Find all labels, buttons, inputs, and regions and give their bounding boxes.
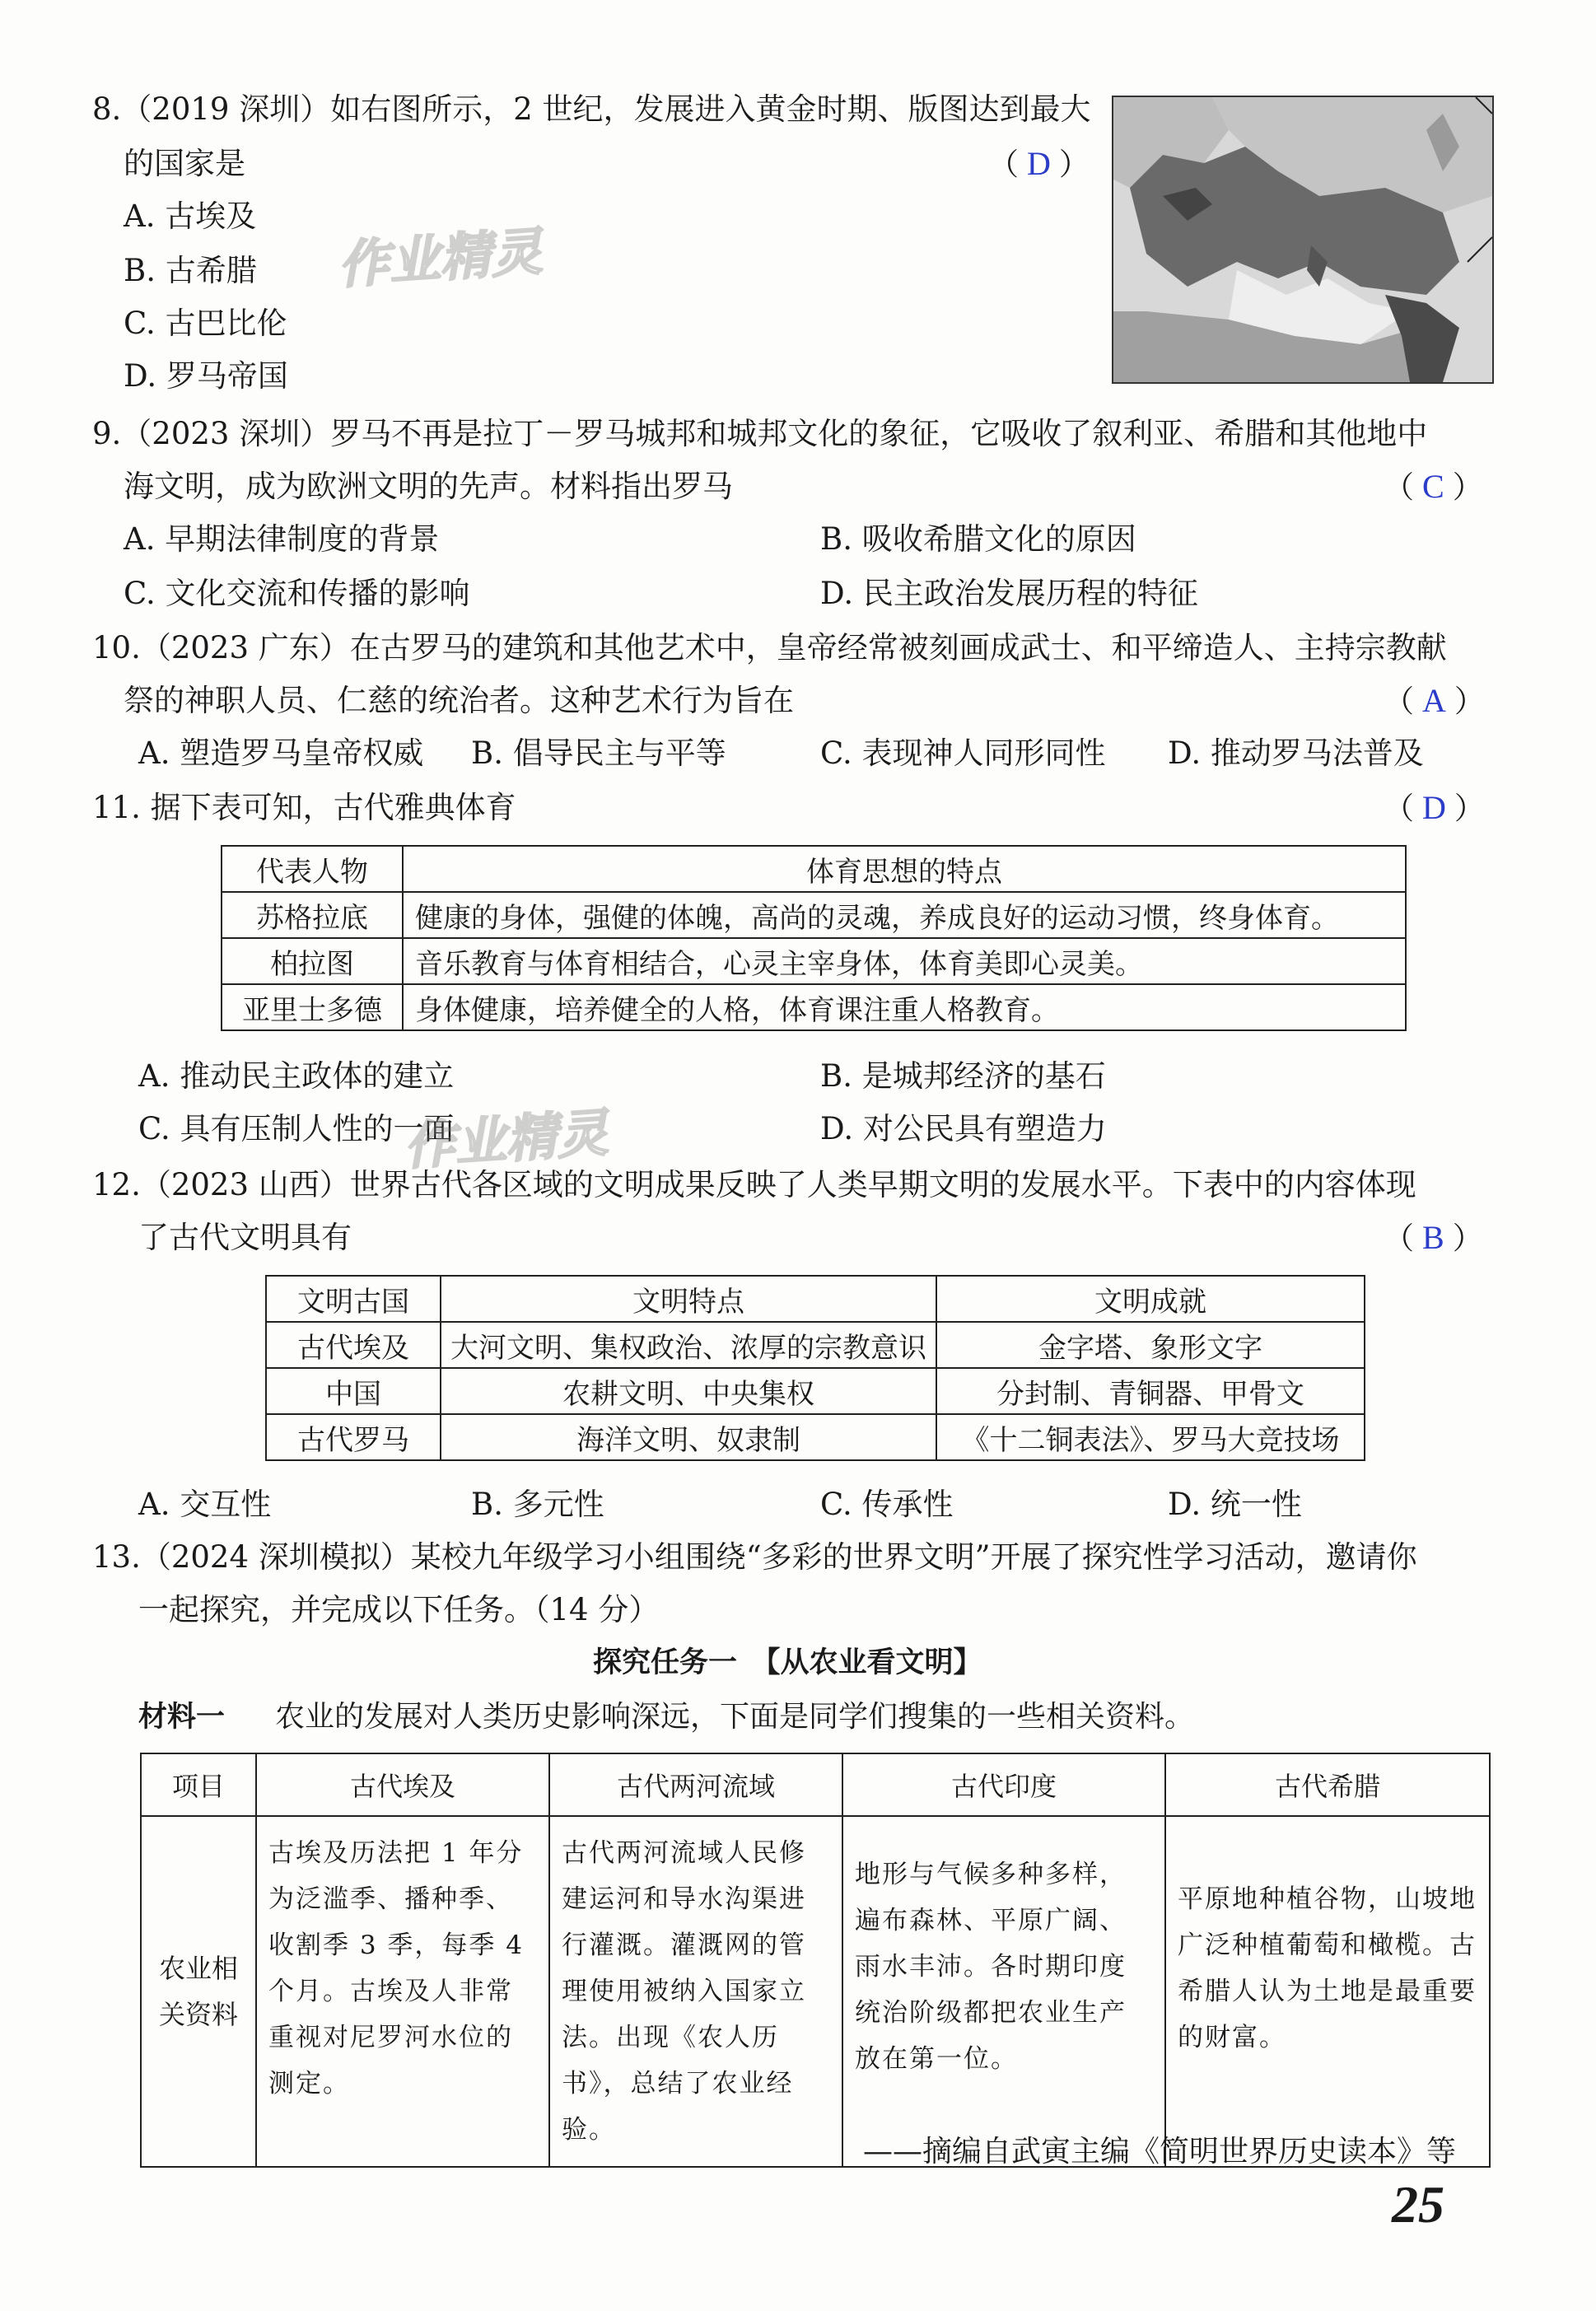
table-header-cell: 文明特点 <box>441 1276 936 1322</box>
watermark: 作业精灵 <box>336 221 544 296</box>
q11-option-a: A. 推动民主政体的建立 <box>138 1058 455 1094</box>
q12-answer: （ B ） <box>1384 1219 1483 1256</box>
q11-answer-letter: D <box>1422 789 1446 826</box>
table-cell: 分封制、青铜器、甲骨文 <box>936 1368 1365 1414</box>
q8-answer: （ D ） <box>988 145 1090 182</box>
table-cell: 古埃及历法把 1 年分为泛滥季、播种季、收割季 3 季，每季 4 个月。古埃及人非常重视对尼罗河水位的测定。 <box>256 1816 549 2167</box>
table-cell: 健康的身体，强健的体魄，高尚的灵魂，养成良好的运动习惯，终身体育。 <box>403 892 1406 938</box>
q13-stem-line1: 13.（2024 深圳模拟）某校九年级学习小组围绕“多彩的世界文明”开展了探究性学习活动，邀请你 <box>92 1539 1417 1575</box>
q12-stem-line1: 12.（2023 山西）世界古代各区域的文明成果反映了人类早期文明的发展水平。下表中的内容体现 <box>92 1167 1416 1202</box>
q10-stem-line2: 祭的神职人员、仁慈的统治者。这种艺术行为旨在 <box>124 683 794 718</box>
table-row <box>141 1816 1490 2167</box>
q12-answer-letter: B <box>1422 1219 1444 1256</box>
q9-option-c: C. 文化交流和传播的影响 <box>124 576 470 611</box>
watermark-2: 作业精灵 <box>402 1102 610 1177</box>
table-cell: 苏格拉底 <box>222 892 403 938</box>
q11-option-c: C. 具有压制人性的一面 <box>138 1111 455 1146</box>
table-header-row <box>222 846 1406 892</box>
q8-option-a: A. 古埃及 <box>124 198 257 234</box>
q9-option-d: D. 民主政治发展历程的特征 <box>820 576 1198 611</box>
table-header-cell: 古代印度 <box>842 1753 1165 1816</box>
q11-option-b: B. 是城邦经济的基石 <box>820 1058 1106 1094</box>
q13-stem-line2: 一起探究，并完成以下任务。（14 分） <box>138 1592 660 1627</box>
q12-stem-line2: 了古代文明具有 <box>138 1220 352 1255</box>
table-row <box>266 1368 1365 1414</box>
q13-material-label: 材料一 <box>138 1701 226 1734</box>
table-row <box>222 984 1406 1030</box>
q10-option-d: D. 推动罗马法普及 <box>1168 735 1424 771</box>
table-header-cell: 代表人物 <box>222 846 403 892</box>
q13-task-title: 探究任务一 【从农业看文明】 <box>593 1646 982 1679</box>
table-row-label: 农业相关资料 <box>141 1816 256 2167</box>
q9-answer: （ C ） <box>1384 468 1483 505</box>
q9-answer-letter: C <box>1422 468 1444 505</box>
table-cell: 柏拉图 <box>222 938 403 984</box>
q11-table <box>221 845 1407 1031</box>
table-row <box>266 1322 1365 1368</box>
q9-stem-line1: 9.（2023 深圳）罗马不再是拉丁－罗马城邦和城邦文化的象征，它吸收了叙利亚、希腊和其他地中 <box>92 416 1428 451</box>
q10-answer: （ A ） <box>1384 682 1485 719</box>
table-header-cell: 项目 <box>141 1753 256 1816</box>
table-cell: 大河文明、集权政治、浓厚的宗教意识 <box>441 1322 936 1368</box>
table-header-cell: 古代希腊 <box>1165 1753 1490 1816</box>
table-header-cell: 文明成就 <box>936 1276 1365 1322</box>
q10-answer-letter: A <box>1422 682 1446 719</box>
table-header-row <box>266 1276 1365 1322</box>
table-cell: 古代罗马 <box>266 1414 441 1460</box>
table-cell: 古代两河流域人民修建运河和导水沟渠进行灌溉。灌溉网的管理使用被纳入国家立法。出现《农人历书》，总结了农业经验。 <box>549 1816 842 2167</box>
table-header-cell: 古代两河流域 <box>549 1753 842 1816</box>
table-row <box>266 1414 1365 1460</box>
table-cell: 农耕文明、中央集权 <box>441 1368 936 1414</box>
page-number: 25 <box>1392 2175 1444 2234</box>
q13-table <box>140 1753 1491 2168</box>
table-header-cell: 古代埃及 <box>256 1753 549 1816</box>
q10-option-b: B. 倡导民主与平等 <box>471 735 726 771</box>
q10-stem-line1: 10.（2023 广东）在古罗马的建筑和其他艺术中，皇帝经常被刻画成武士、和平缔造人、主持宗教献 <box>92 630 1447 665</box>
q8-option-c: C. 古巴比伦 <box>124 306 287 341</box>
q12-option-b: B. 多元性 <box>471 1487 604 1522</box>
table-header-row <box>141 1753 1490 1816</box>
table-header-cell: 文明古国 <box>266 1276 441 1322</box>
q11-option-d: D. 对公民具有塑造力 <box>820 1111 1107 1146</box>
table-header-cell: 体育思想的特点 <box>403 846 1406 892</box>
table-cell: 中国 <box>266 1368 441 1414</box>
q13-material-text: 农业的发展对人类历史影响深远，下面是同学们搜集的一些相关资料。 <box>275 1700 1195 1734</box>
table-cell: 金字塔、象形文字 <box>936 1322 1365 1368</box>
table-cell: 亚里士多德 <box>222 984 403 1030</box>
q8-option-b: B. 古希腊 <box>124 253 257 288</box>
q13-source: ——摘编自武寅主编《简明世界历史读本》等 <box>863 2135 1457 2169</box>
q10-option-c: C. 表现神人同形同性 <box>820 735 1106 771</box>
table-cell: 地形与气候多种多样，遍布森林、平原广阔、雨水丰沛。各时期印度统治阶级都把农业生产放在第一位。 <box>842 1816 1165 2167</box>
table-cell: 平原地种植谷物，山坡地广泛种植葡萄和橄榄。古希腊人认为土地是最重要的财富。 <box>1165 1816 1490 2167</box>
table-cell: 古代埃及 <box>266 1322 441 1368</box>
q9-option-b: B. 吸收希腊文化的原因 <box>820 521 1136 557</box>
q12-table <box>265 1275 1365 1461</box>
q10-option-a: A. 塑造罗马皇帝权威 <box>138 735 424 771</box>
table-row <box>222 892 1406 938</box>
q9-stem-line2: 海文明，成为欧洲文明的先声。材料指出罗马 <box>124 469 733 504</box>
map-image <box>1113 97 1492 382</box>
table-cell: 身体健康，培养健全的人格，体育课注重人格教育。 <box>403 984 1406 1030</box>
q11-answer: （ D ） <box>1384 789 1485 826</box>
table-cell: 海洋文明、奴隶制 <box>441 1414 936 1460</box>
q8-answer-letter: D <box>1027 145 1051 182</box>
table-cell: 音乐教育与体育相结合，心灵主宰身体，体育美即心灵美。 <box>403 938 1406 984</box>
q8-stem-line1: 8.（2019 深圳）如右图所示，2 世纪，发展进入黄金时期、版图达到最大 <box>92 91 1091 127</box>
table-cell: 《十二铜表法》、罗马大竞技场 <box>936 1414 1365 1460</box>
q12-option-d: D. 统一性 <box>1168 1487 1302 1522</box>
table-row <box>222 938 1406 984</box>
q12-option-a: A. 交互性 <box>138 1487 272 1522</box>
q8-stem-line2: 的国家是 <box>124 146 245 181</box>
q8-option-d: D. 罗马帝国 <box>124 358 288 394</box>
roman-empire-map <box>1112 96 1494 384</box>
q9-option-a: A. 早期法律制度的背景 <box>124 521 440 557</box>
q12-option-c: C. 传承性 <box>820 1487 954 1522</box>
q11-stem: 11. 据下表可知，古代雅典体育 <box>92 790 516 825</box>
